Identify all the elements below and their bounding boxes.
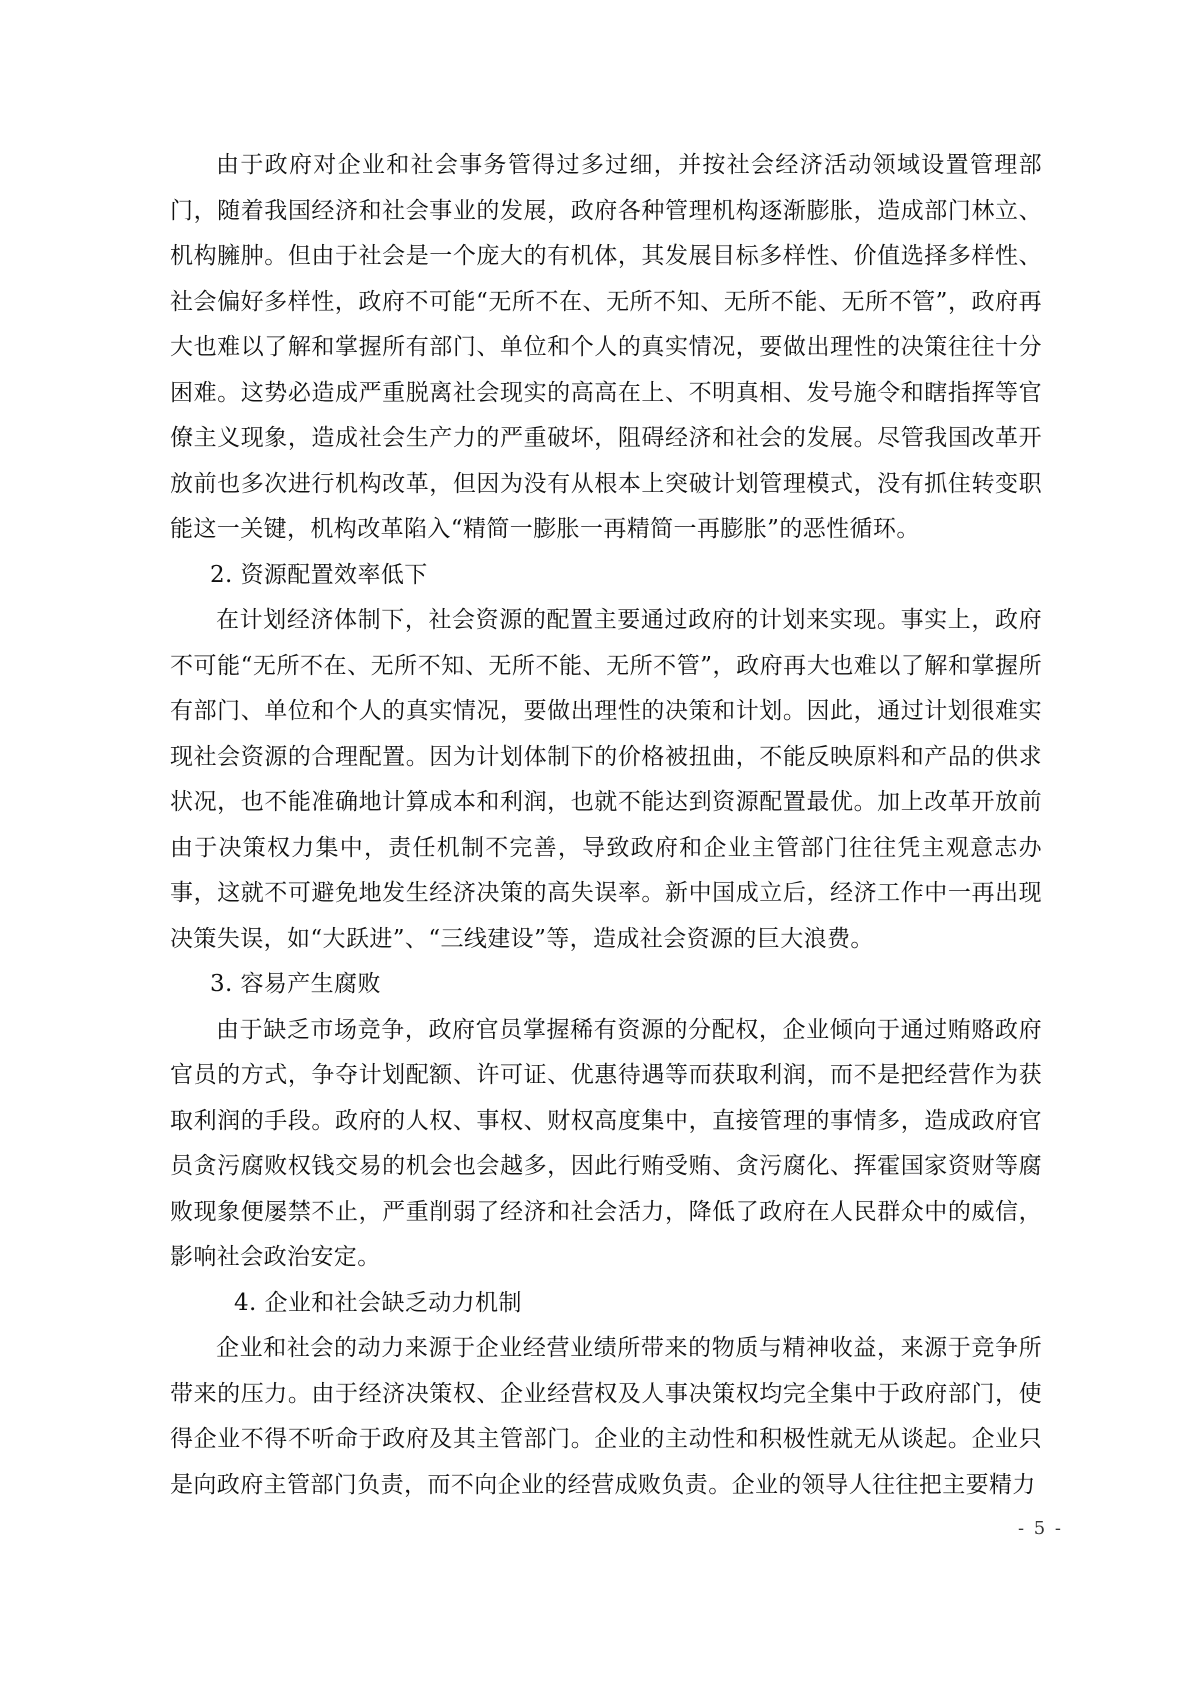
paragraph-1: 由于政府对企业和社会事务管得过多过细，并按社会经济活动领域设置管理部门，随着我国经济和社会事业的发展，政府各种管理机构逐渐膨胀，造成部门林立、机构臃肿。但由于社会是一个庞大的有机体，其发展目标多样性、价值选择多样性、社会偏好多样性，政府不可能“无所不在、无所不知、无所不能、无所不管”，政府再大也难以了解和掌握所有部门、单位和个人的真实情况，要做出理性的决策往往十分困难。这势必造成严重脱离社会现实的高高在上、不明真相、发号施令和瞎指挥等官僚主义现象，造成社会生产力的严重破坏，阻碍经济和社会的发展。尽管我国改革开放前也多次进行机构改革，但因为没有从根本上突破计划管理模式，没有抓住转变职能这一关键，机构改革陷入“精简一膨胀一再精简一再膨胀”的恶性循环。	[170, 152, 1042, 542]
paragraph-3: 由于缺乏市场竞争，政府官员掌握稀有资源的分配权，企业倾向于通过贿赂政府官员的方式，争夺计划配额、许可证、优惠待遇等而获取利润，而不是把经营作为获取利润的手段。政府的人权、事权、财权高度集中，直接管理的事情多，造成政府官员贪污腐败权钱交易的机会也会越多，因此行贿受贿、贪污腐化、挥霍国家资财等腐败现象便屡禁不止，严重削弱了经济和社会活力，降低了政府在人民群众中的威信，影响社会政治安定。	[170, 1016, 1042, 1270]
section-heading-3: 3. 容易产生腐败	[210, 971, 381, 997]
body-text	[170, 143, 1042, 1508]
section-heading-2: 2. 资源配置效率低下	[210, 561, 428, 588]
paragraph-4: 企业和社会的动力来源于企业经营业绩所带来的物质与精神收益，来源于竞争所带来的压力。由于经济决策权、企业经营权及人事决策权均完全集中于政府部门，使得企业不得不听命于政府及其主管部门。企业的主动性和积极性就无从谈起。企业只是向政府主管部门负责，而不向企业的经营成败负责。企业的领导人往往把主要精力	[170, 1335, 1042, 1498]
section-heading-4: 4. 企业和社会缺乏动力机制	[234, 1289, 522, 1316]
page-number: - 5 -	[1017, 1518, 1063, 1539]
paragraph-2: 在计划经济体制下，社会资源的配置主要通过政府的计划来实现。事实上，政府不可能“无所不在、无所不知、无所不能、无所不管”，政府再大也难以了解和掌握所有部门、单位和个人的真实情况，要做出理性的决策和计划。因此，通过计划很难实现社会资源的合理配置。因为计划体制下的价格被扭曲，不能反映原料和产品的供求状况，也不能准确地计算成本和利润，也就不能达到资源配置最优。加上改革开放前由于决策权力集中，责任机制不完善，导致政府和企业主管部门往往凭主观意志办事，这就不可避免地发生经济决策的高失误率。新中国成立后，经济工作中一再出现决策失误，如“大跃进”、“三线建设”等，造成社会资源的巨大浪费。	[170, 607, 1042, 952]
